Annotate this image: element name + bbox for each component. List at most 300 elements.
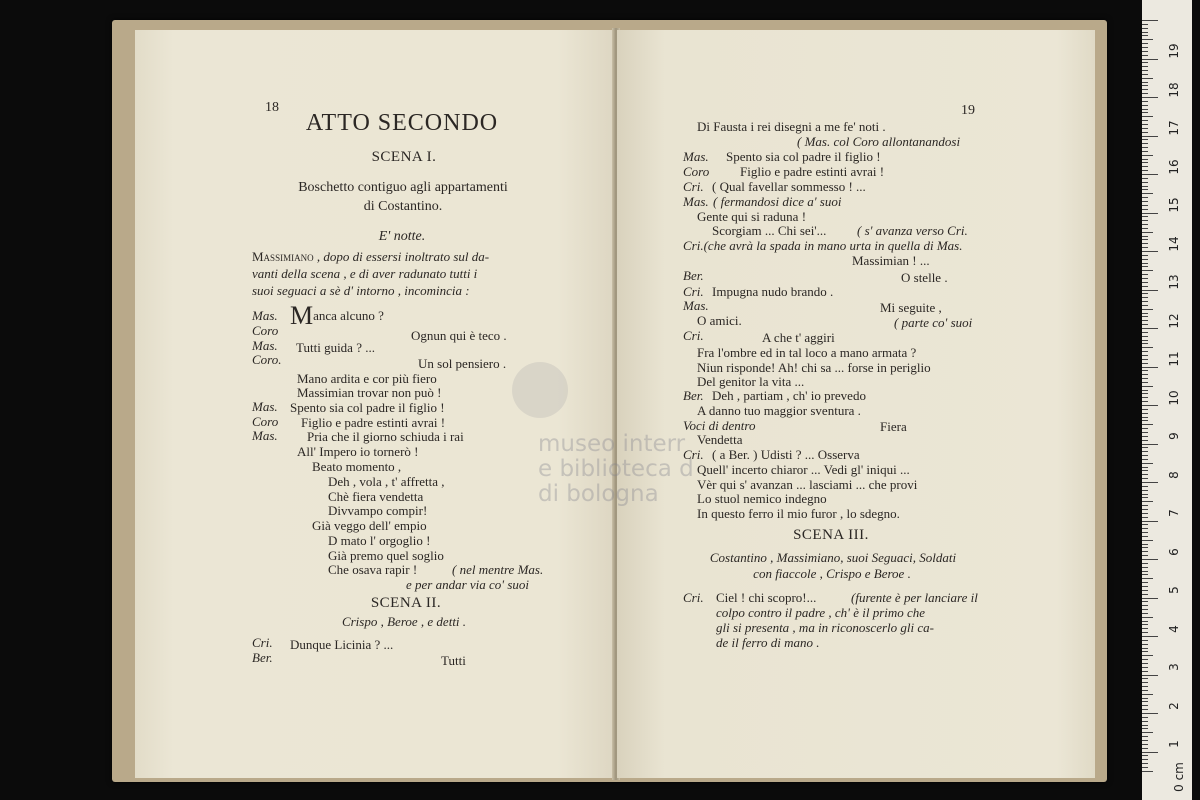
- ruler-tick: [1142, 667, 1148, 668]
- dialogue-line: In questo ferro il mio furor , lo sdegno.: [697, 506, 900, 521]
- stage-direction: ( fermandosi dice a' suoi: [713, 194, 842, 209]
- stage-direction: ( s' avanza verso Cri.: [857, 223, 968, 238]
- ruler-tick: [1142, 139, 1148, 140]
- scene-3-characters-1: Costantino , Massimiano, suoi Seguaci, Soldati: [709, 550, 957, 565]
- ruler-tick: [1142, 459, 1148, 460]
- ruler-tick: [1142, 59, 1158, 60]
- scene-1-title: SCENA I.: [371, 149, 437, 165]
- ruler-tick: [1142, 370, 1148, 371]
- ruler-number: 3: [1167, 663, 1181, 671]
- speaker: Cri.: [683, 284, 704, 299]
- watermark: [538, 432, 694, 507]
- ruler-tick: [1142, 482, 1158, 483]
- dialogue-line: ( a Ber. ) Udisti ? ... Osserva: [712, 447, 860, 462]
- stage-direction: de il ferro di mano .: [716, 635, 820, 650]
- ruler-tick: [1142, 486, 1148, 487]
- ruler-tick: [1142, 78, 1153, 79]
- ruler-tick: [1142, 648, 1148, 649]
- ruler-tick: [1142, 736, 1148, 737]
- ruler-tick: [1142, 701, 1148, 702]
- stage-direction: gli si presenta , ma in riconoscerlo gli ca-: [716, 620, 934, 635]
- ruler-tick: [1142, 478, 1148, 479]
- stage-direction: (furente è per lanciare il: [851, 590, 978, 605]
- ruler-tick: [1142, 536, 1148, 537]
- ruler-tick: [1142, 605, 1148, 606]
- ruler-tick: [1142, 116, 1153, 117]
- ruler-tick: [1142, 582, 1148, 583]
- drop-cap: M: [290, 301, 314, 330]
- speaker: Mas.: [683, 194, 709, 209]
- dialogue-line: Massimian ! ...: [852, 253, 930, 268]
- ruler-tick: [1142, 555, 1148, 556]
- stage-direction: ( parte co' suoi: [894, 315, 973, 330]
- speaker: Cri.: [683, 590, 704, 605]
- speaker: Mas.: [252, 338, 278, 353]
- ruler-tick: [1142, 513, 1148, 514]
- ruler-tick: [1142, 428, 1148, 429]
- ruler-tick: [1142, 297, 1148, 298]
- ruler-tick: [1142, 524, 1148, 525]
- ruler-tick: [1142, 574, 1148, 575]
- ruler-tick: [1142, 313, 1148, 314]
- speaker: Voci di dentro: [683, 418, 756, 433]
- ruler-tick: [1142, 62, 1148, 63]
- dialogue-line: Quell' incerto chiaror ... Vedi gl' iniqui ...: [697, 462, 910, 477]
- dialogue-line: Un sol pensiero .: [418, 356, 507, 371]
- ruler-tick: [1142, 494, 1148, 495]
- page-number-right: 19: [961, 103, 975, 118]
- dialogue-line: A che t' aggiri: [762, 330, 835, 345]
- ruler-tick: [1142, 166, 1148, 167]
- ruler-tick: [1142, 251, 1158, 252]
- ruler-tick: [1142, 193, 1153, 194]
- ruler-tick: [1142, 621, 1148, 622]
- scene-3-title: SCENA III.: [793, 527, 869, 543]
- ruler-number: 18: [1167, 81, 1181, 98]
- ruler-tick: [1142, 47, 1148, 48]
- ruler-tick: [1142, 501, 1153, 502]
- ruler-tick: [1142, 613, 1148, 614]
- time-direction: E' notte.: [378, 229, 426, 244]
- ruler-tick: [1142, 740, 1148, 741]
- ruler-tick: [1142, 551, 1148, 552]
- ruler-tick: [1142, 744, 1148, 745]
- ruler-number: 14: [1167, 235, 1181, 252]
- ruler-tick: [1142, 728, 1148, 729]
- ruler-number: 11: [1167, 351, 1181, 367]
- ruler-tick: [1142, 43, 1148, 44]
- ruler-tick: [1142, 197, 1148, 198]
- ruler-tick: [1142, 209, 1148, 210]
- ruler-tick: [1142, 170, 1148, 171]
- ruler-tick: [1142, 128, 1148, 129]
- stage-direction: colpo contro il padre , ch' è il primo che: [716, 605, 926, 620]
- ruler-tick: [1142, 532, 1148, 533]
- ruler-tick: [1142, 417, 1148, 418]
- dialogue-line: Beato momento ,: [312, 459, 402, 474]
- ruler-tick: [1142, 759, 1148, 760]
- ruler-tick: [1142, 282, 1148, 283]
- ruler-tick: [1142, 505, 1148, 506]
- ruler-tick: [1142, 517, 1148, 518]
- dialogue-line: Chè fiera vendetta: [328, 489, 424, 504]
- ruler-tick: [1142, 89, 1148, 90]
- ruler-tick: [1142, 393, 1148, 394]
- ruler-tick: [1142, 528, 1148, 529]
- ruler-tick: [1142, 28, 1148, 29]
- ruler-tick: [1142, 109, 1148, 110]
- ruler-tick: [1142, 690, 1148, 691]
- ruler-tick: [1142, 447, 1148, 448]
- dialogue-line: Massimian trovar non può !: [297, 385, 442, 400]
- speaker: Mas.: [252, 308, 278, 323]
- ruler-tick: [1142, 644, 1148, 645]
- ruler-tick: [1142, 132, 1148, 133]
- dialogue-line: Lo stuol nemico indegno: [697, 491, 827, 506]
- ruler-tick: [1142, 567, 1148, 568]
- dialogue-line: D mato l' orgoglio !: [328, 533, 431, 548]
- ruler-tick: [1142, 698, 1148, 699]
- ruler-tick: [1142, 609, 1148, 610]
- ruler-tick: [1142, 467, 1148, 468]
- ruler-tick: [1142, 309, 1153, 310]
- ruler-tick: [1142, 628, 1148, 629]
- ruler-number: 4: [1167, 624, 1181, 633]
- watermark-line-2: e biblioteca d: [538, 456, 694, 482]
- ruler-tick: [1142, 694, 1153, 695]
- ruler-tick: [1142, 24, 1148, 25]
- ruler-tick: [1142, 547, 1148, 548]
- dialogue-line: Spento sia col padre il figlio !: [290, 400, 445, 415]
- ruler-tick: [1142, 732, 1153, 733]
- ruler-tick: [1142, 93, 1148, 94]
- ruler-tick: [1142, 162, 1148, 163]
- ruler-tick: [1142, 136, 1158, 137]
- ruler-tick: [1142, 316, 1148, 317]
- ruler-tick: [1142, 105, 1148, 106]
- dialogue-line: Fra l'ombre ed in tal loco a mano armata ?: [697, 345, 917, 360]
- ruler-tick: [1142, 270, 1153, 271]
- ruler-tick: [1142, 247, 1148, 248]
- ruler-number: 13: [1167, 274, 1181, 290]
- ruler-number: 7: [1167, 509, 1181, 517]
- speaker: Ber.: [252, 650, 273, 665]
- scene-2-title: SCENA II.: [370, 595, 442, 611]
- ruler-tick: [1142, 55, 1148, 56]
- ruler-tick: [1142, 748, 1148, 749]
- ruler-tick: [1142, 293, 1148, 294]
- stage-direction-2: vanti della scena , e di aver radunato tutti i: [252, 266, 478, 281]
- ruler-tick: [1142, 32, 1148, 33]
- ruler-number: 12: [1167, 312, 1181, 329]
- ruler-tick: [1142, 239, 1148, 240]
- ruler-tick: [1142, 340, 1148, 341]
- dialogue-line: Pria che il giorno schiuda i rai: [307, 429, 464, 444]
- dialogue-line: Mano ardita e cor più fiero: [297, 371, 437, 386]
- speaker: Coro.: [252, 352, 282, 367]
- dialogue-line: ( Qual favellar sommesso ! ...: [712, 179, 866, 194]
- ruler-tick: [1142, 255, 1148, 256]
- ruler-tick: [1142, 771, 1153, 772]
- dialogue-line: Tutti: [441, 653, 466, 668]
- ruler-tick: [1142, 66, 1148, 67]
- speaker: Mas.: [252, 399, 278, 414]
- stage-direction-speaker: Massimiano: [252, 249, 314, 264]
- ruler-tick: [1142, 497, 1148, 498]
- ruler-tick: [1142, 713, 1158, 714]
- ruler-tick: [1142, 39, 1153, 40]
- ruler-tick: [1142, 413, 1148, 414]
- ruler-tick: [1142, 286, 1148, 287]
- ruler-tick: [1142, 682, 1148, 683]
- ruler-tick: [1142, 124, 1148, 125]
- ruler-tick: [1142, 328, 1158, 329]
- ruler-tick: [1142, 624, 1148, 625]
- ruler-tick: [1142, 143, 1148, 144]
- ruler-tick: [1142, 671, 1148, 672]
- ruler-number: 17: [1167, 120, 1181, 136]
- dialogue-line: Di Fausta i rei disegni a me fe' noti .: [697, 119, 886, 134]
- ruler-tick: [1142, 721, 1148, 722]
- dialogue-line: A danno tuo maggior sventura .: [697, 403, 861, 418]
- ruler-tick: [1142, 186, 1148, 187]
- setting-line-2: di Costantino.: [363, 199, 443, 214]
- ruler-tick: [1142, 347, 1153, 348]
- dialogue-line: Impugna nudo brando .: [712, 284, 834, 299]
- ruler-tick: [1142, 228, 1148, 229]
- ruler-tick: [1142, 444, 1158, 445]
- ruler-tick: [1142, 705, 1148, 706]
- ruler-unit-label: 0 cm: [1172, 762, 1186, 792]
- ruler-tick: [1142, 636, 1158, 637]
- ruler-tick: [1142, 151, 1148, 152]
- ruler-number: 10: [1167, 389, 1181, 406]
- dialogue-line: O amici.: [697, 313, 742, 328]
- ruler-number: 1: [1167, 740, 1181, 748]
- dialogue-line: Tutti guida ? ...: [296, 340, 375, 355]
- ruler-tick: [1142, 432, 1148, 433]
- speaker: Ber.: [683, 388, 704, 403]
- dialogue-line: Fiera: [880, 419, 907, 434]
- ruler-tick: [1142, 640, 1148, 641]
- ruler-tick: [1142, 601, 1148, 602]
- ruler-tick: [1142, 578, 1153, 579]
- ruler-tick: [1142, 390, 1148, 391]
- ruler-tick: [1142, 290, 1158, 291]
- ruler-tick: [1142, 571, 1148, 572]
- ruler-tick: [1142, 521, 1158, 522]
- ruler-tick: [1142, 725, 1148, 726]
- ruler-tick: [1142, 401, 1148, 402]
- dialogue-line: Ognun qui è teco .: [411, 328, 507, 343]
- ruler-tick: [1142, 474, 1148, 475]
- ruler-number: 5: [1167, 586, 1181, 594]
- dialogue-line: Figlio e padre estinti avrai !: [301, 415, 446, 430]
- dialogue-line: [290, 301, 384, 330]
- dialogue-line: Spento sia col padre il figlio !: [726, 149, 881, 164]
- dialogue-line: Del genitor la vita ...: [697, 374, 805, 389]
- stage-direction-aside-2: e per andar via co' suoi: [406, 577, 530, 592]
- ruler-tick: [1142, 224, 1148, 225]
- ruler-tick: [1142, 374, 1148, 375]
- ruler-tick: [1142, 755, 1148, 756]
- ruler-tick: [1142, 189, 1148, 190]
- ruler-tick: [1142, 355, 1148, 356]
- ruler-tick: [1142, 182, 1148, 183]
- ruler-tick: [1142, 586, 1148, 587]
- ruler-number: 15: [1167, 197, 1181, 213]
- ruler-tick: [1142, 590, 1148, 591]
- ruler-tick: [1142, 659, 1148, 660]
- speaker: Mas.: [683, 298, 709, 313]
- watermark-emblem: [512, 362, 568, 418]
- ruler-tick: [1142, 420, 1148, 421]
- ruler-tick: [1142, 120, 1148, 121]
- speaker: Ber.: [683, 268, 704, 283]
- ruler-tick: [1142, 686, 1148, 687]
- ruler-tick: [1142, 752, 1158, 753]
- ruler-tick: [1142, 220, 1148, 221]
- ruler-tick: [1142, 544, 1148, 545]
- ruler-tick: [1142, 332, 1148, 333]
- ruler-tick: [1142, 594, 1148, 595]
- ruler-tick: [1142, 51, 1148, 52]
- dialogue-line: O stelle .: [901, 270, 948, 285]
- ruler-tick: [1142, 367, 1158, 368]
- ruler-tick: [1142, 147, 1148, 148]
- ruler-tick: [1142, 709, 1148, 710]
- ruler-tick: [1142, 159, 1148, 160]
- dialogue-line: Già veggo dell' empio: [312, 518, 427, 533]
- speaker: Cri.: [683, 447, 704, 462]
- watermark-line-1: museo interr: [538, 431, 686, 457]
- ruler-tick: [1142, 405, 1158, 406]
- ruler-tick: [1142, 436, 1148, 437]
- ruler-tick: [1142, 678, 1148, 679]
- ruler-tick: [1142, 655, 1153, 656]
- speaker: Cri.: [683, 179, 704, 194]
- ruler-tick: [1142, 351, 1148, 352]
- ruler-tick: [1142, 178, 1148, 179]
- dialogue-line: Ciel ! chi scopro!...: [716, 590, 817, 605]
- ruler-tick: [1142, 378, 1148, 379]
- ruler-tick: [1142, 617, 1153, 618]
- page-number-left: 18: [265, 100, 279, 115]
- dialogue-line: All' Impero io tornerò !: [297, 444, 419, 459]
- ruler-number: 9: [1167, 432, 1181, 440]
- stage-direction-1: [252, 249, 489, 264]
- stage-direction-aside: ( nel mentre Mas.: [452, 562, 544, 577]
- dialogue-text: anca alcuno ?: [313, 308, 384, 323]
- speaker: Mas.: [252, 428, 278, 443]
- ruler-tick: [1142, 266, 1148, 267]
- ruler-tick: [1142, 305, 1148, 306]
- ruler-tick: [1142, 20, 1158, 21]
- dialogue-line: Vèr qui s' avanzan ... lasciami ... che provi: [697, 477, 918, 492]
- measurement-ruler: [1142, 0, 1192, 800]
- ruler-tick: [1142, 74, 1148, 75]
- scene-2-characters: Crispo , Beroe , e detti .: [341, 614, 467, 629]
- ruler-tick: [1142, 82, 1148, 83]
- ruler-tick: [1142, 320, 1148, 321]
- ruler-tick: [1142, 717, 1148, 718]
- ruler-tick: [1142, 97, 1158, 98]
- dialogue-line: Mi seguite ,: [880, 300, 942, 315]
- ruler-tick: [1142, 382, 1148, 383]
- ruler-tick: [1142, 632, 1148, 633]
- ruler-tick: [1142, 343, 1148, 344]
- ruler-tick: [1142, 201, 1148, 202]
- ruler-tick: [1142, 763, 1148, 764]
- ruler-tick: [1142, 232, 1153, 233]
- ruler-tick: [1142, 216, 1148, 217]
- ruler-number: 16: [1167, 158, 1181, 175]
- ruler-tick: [1142, 101, 1148, 102]
- ruler-tick: [1142, 324, 1148, 325]
- stage-direction-1-rest: , dopo di essersi inoltrato sul da-: [316, 249, 490, 264]
- ruler-tick: [1142, 174, 1158, 175]
- ruler-tick: [1142, 675, 1158, 676]
- dialogue-line: Già premo quel soglio: [328, 548, 444, 563]
- ruler-tick: [1142, 243, 1148, 244]
- ruler-number: 6: [1167, 547, 1181, 556]
- ruler-tick: [1142, 663, 1148, 664]
- speaker: Cri.: [683, 328, 704, 343]
- speaker: Cri.: [252, 635, 273, 650]
- ruler-tick: [1142, 363, 1148, 364]
- speaker: Coro: [683, 164, 710, 179]
- ruler-tick: [1142, 359, 1148, 360]
- dialogue-line: Niun risponde! Ah! chi sa ... forse in periglio: [697, 360, 931, 375]
- ruler-tick: [1142, 490, 1148, 491]
- ruler-number: 19: [1167, 43, 1181, 59]
- act-title: ATTO SECONDO: [305, 110, 499, 136]
- stage-direction: ( Mas. col Coro allontanandosi: [797, 134, 961, 149]
- ruler-number: 2: [1167, 701, 1181, 710]
- ruler-tick: [1142, 259, 1148, 260]
- dialogue-line: Deh , vola , t' affretta ,: [328, 474, 445, 489]
- ruler-tick: [1142, 35, 1148, 36]
- dialogue-line: Deh , partiam , ch' io prevedo: [712, 388, 866, 403]
- dialogue-line: Figlio e padre estinti avrai !: [740, 164, 885, 179]
- dialogue-line: Che osava rapir !: [328, 562, 418, 577]
- dialogue-line: Dunque Licinia ? ...: [290, 637, 394, 652]
- ruler-tick: [1142, 155, 1153, 156]
- ruler-tick: [1142, 213, 1158, 214]
- ruler-tick: [1142, 470, 1148, 471]
- ruler-tick: [1142, 85, 1148, 86]
- dialogue-line: Divvampo compir!: [328, 503, 428, 518]
- dialogue-line: Scorgiam ... Chi sei'...: [712, 223, 827, 238]
- ruler-tick: [1142, 205, 1148, 206]
- ruler-tick: [1142, 451, 1148, 452]
- ruler-tick: [1142, 540, 1153, 541]
- dialogue-line: Vendetta: [697, 432, 743, 447]
- ruler-tick: [1142, 301, 1148, 302]
- scene-3-characters-2: con fiaccole , Crispo e Beroe .: [753, 566, 911, 581]
- ruler-tick: [1142, 278, 1148, 279]
- ruler-tick: [1142, 397, 1148, 398]
- ruler-tick: [1142, 598, 1158, 599]
- watermark-line-3: di bologna: [538, 481, 659, 507]
- ruler-tick: [1142, 409, 1148, 410]
- ruler-tick: [1142, 424, 1153, 425]
- ruler-tick: [1142, 509, 1148, 510]
- ruler-tick: [1142, 440, 1148, 441]
- speaker: Coro: [252, 323, 279, 338]
- speaker: Mas.: [683, 149, 709, 164]
- ruler-tick: [1142, 559, 1158, 560]
